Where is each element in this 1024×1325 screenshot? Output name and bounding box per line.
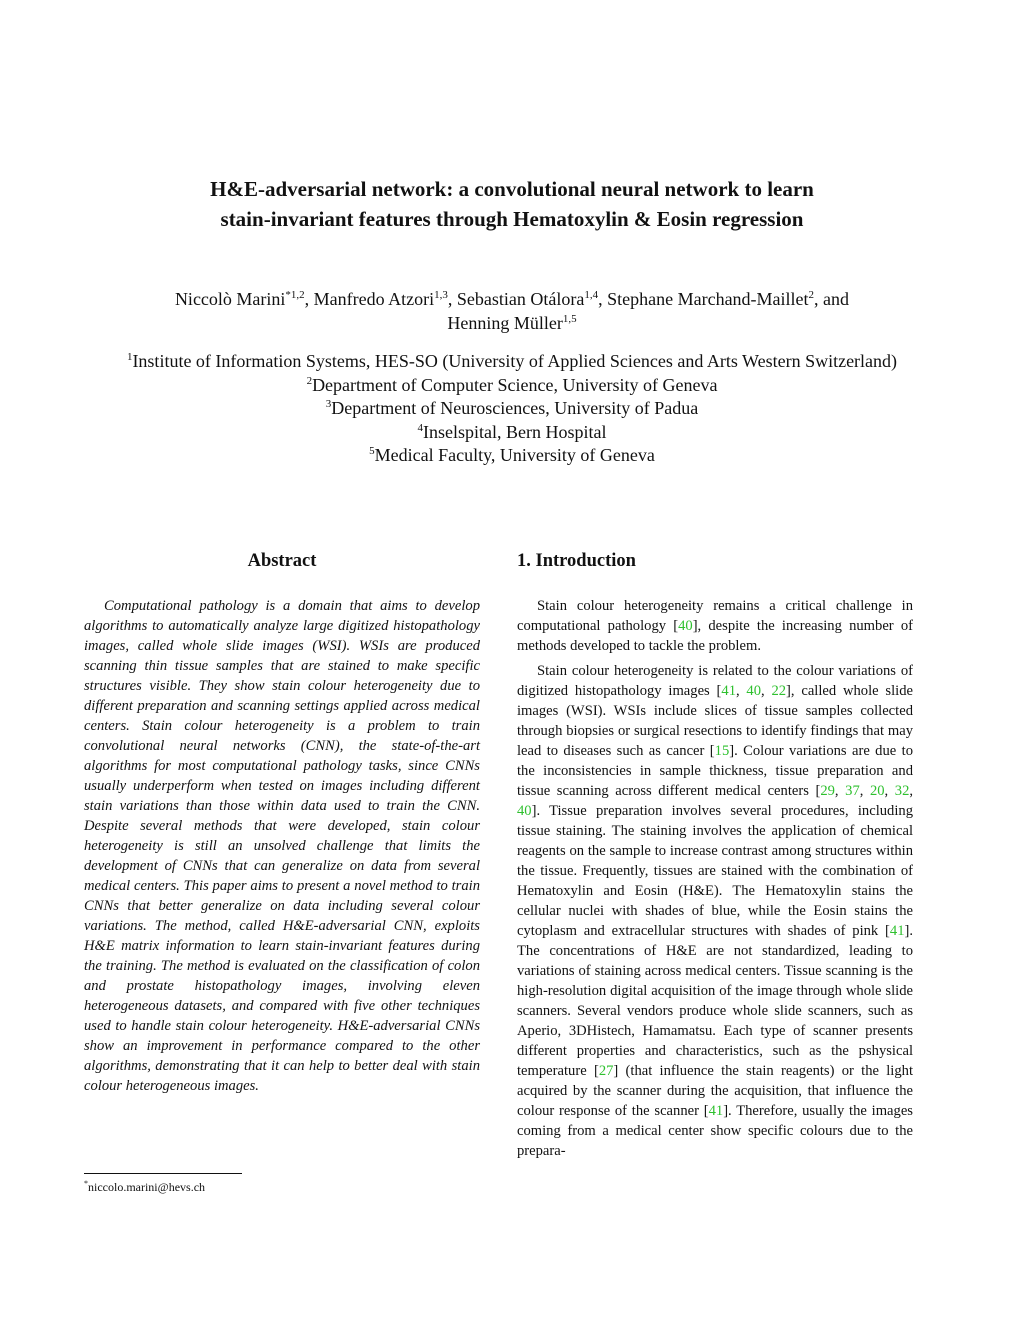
author-name: Sebastian Otálora [456, 289, 585, 309]
citation-link[interactable]: 32 [894, 783, 910, 799]
text-run: ], despite the increasing number of methods developed to tackle the problem. [517, 618, 914, 654]
text-run: ], called whole slide images (WSI). WSIs include slices of tissue samples collected through biopsies or surgical resections to identify findings that may lead to diseases such as cancer [ [517, 683, 913, 759]
affiliation-number: 4 [417, 421, 423, 434]
paper-title [100, 174, 924, 234]
author-affil-mark: 1,3 [434, 289, 448, 301]
author-list: Niccolò Marini$^{*1,2}$, Manfredo Atzori$^{1,3}$, Sebastian Otálora$^{1,4}$, Stephane Marchand-Maillet$^2$, and Henning Müller$^{1,5}$ [174, 289, 850, 333]
affiliation-number: 5 [369, 445, 375, 457]
affiliation-text: Institute of Information Systems, HES-SO (University of Applied Sciences and Arts Western Switzerland) [132, 351, 898, 371]
abstract-text: Computational pathology is a domain that aims to develop algorithms to automatically analyze large digitized histopathology images, called whole slide images (WSI). WSIs are produced scanning thin tissue samples that are stained to make specific structures visible. They show stain colour heterogeneity due to different preparation and scanning settings applied across medical centers. Stain colour heterogeneity is a problem to train convolutional neural networks (CNN), the state-of-the-art algorithms for most computational pathology tasks, since CNNs usually underperform when tested on images including different stain variations than those within data used to train the CNN. Despite several methods that were developed, stain colour heterogeneity is still an unsolved challenge that limits the development of CNNs that can generalize on data from several medical centers. This paper aims to present a novel method to train CNNs that better generalize on data including several colour variations. The method, called H&E-adversarial CNN, exploits H&E matrix information to learn stain-invariant features during the training. The method is evaluated on the classification of colon and prostate histopathology images, involving eleven heterogeneous datasets, and compared with five other techniques used to handle stain colour heterogeneity. H&E-adversarial CNNs show an improvement in performance compared to the other algorithms, demonstrating that it can help to better deal with stain colour heterogeneous images. [84, 598, 480, 1094]
footnote-mark: * [84, 1179, 88, 1188]
text-run: , [761, 683, 772, 699]
affiliation-text: Inselspital, Bern Hospital [423, 421, 607, 442]
affiliation-text: Medical Faculty, University of Geneva [374, 445, 655, 465]
text-run: , [735, 683, 747, 699]
intro-paragraph-2 [517, 661, 913, 1161]
abstract-heading: Abstract [247, 551, 317, 571]
text-run: , [859, 783, 870, 799]
author-name: Stephane Marchand-Maillet [607, 289, 809, 309]
author-affil-mark: 1,5 [562, 313, 577, 325]
citation-link[interactable]: 41 [721, 683, 736, 699]
affiliation-number: 1 [126, 351, 133, 363]
intro-paragraph-1 [517, 596, 913, 656]
affiliation-list [100, 350, 924, 468]
affiliation-number: 2 [306, 374, 313, 387]
text-run: ] (that influence the stain reagents) or the light acquired by the scanner during the acquisition, that influence the colour response of the scanner [ [517, 1063, 913, 1119]
footnote-divider [84, 1173, 242, 1174]
citation-link[interactable]: 29 [820, 783, 835, 799]
author-name: Manfredo Atzori [313, 289, 435, 309]
title-line-1: H&E-adversarial network: a convolutional neural network to learn [210, 177, 814, 201]
left-column [84, 549, 480, 1096]
affiliation [100, 397, 924, 421]
author-affil-mark: 2 [808, 289, 815, 301]
text-run: , [834, 783, 846, 799]
author-affil-mark: *1,2 [285, 289, 305, 301]
citation-link[interactable]: 37 [845, 783, 860, 799]
affiliation [100, 444, 924, 468]
citation-link[interactable]: 22 [771, 683, 787, 699]
text-run: , [884, 783, 895, 799]
citation-link[interactable]: 41 [889, 923, 905, 939]
citation-link[interactable]: 20 [869, 783, 885, 799]
text-run: ]. Tissue preparation involves several procedures, including tissue staining. The staining involves the application of chemical reagents on the sample to increase contrast among structures within the tissue. Frequently, tissues are stained with the combination of Hematoxylin and Eosin (H&E). The Hematoxylin stains the cellular nuclei with shades of blue, while the Eosin stains the cytoplasm and extracellular structures with shades of pink [ [517, 803, 913, 939]
introduction-heading: 1. Introduction [517, 551, 636, 571]
citation-link[interactable]: 40 [746, 683, 762, 699]
affiliation-text: Department of Computer Science, University of Geneva [312, 374, 718, 395]
text-run: ]. The concentrations of H&E are not standardized, leading to variations of staining across medical centers. Tissue scanning is the high-resolution digital acquisition of the image through whole slide scanners. Several vendors produce whole slide scanners, such as Aperio, 3DHistech, Hamamatsu. Each type of scanner presents different properties and characteristics, such as the pshysical temperature [ [517, 923, 913, 1079]
citation-link[interactable]: 27 [598, 1063, 614, 1079]
text-run: Stain colour heterogeneity is related to the colour variations of digitized histopathology images [ [517, 663, 913, 699]
text-run: ]. Therefore, usually the images coming from a medical center show specific colours due to the prepara- [517, 1103, 913, 1159]
right-column [517, 549, 913, 1166]
footnote [84, 1180, 205, 1194]
citation-link[interactable]: 40 [678, 618, 693, 634]
text-run: Stain colour heterogeneity remains a critical challenge in computational pathology [ [517, 598, 913, 634]
affiliation-text: Department of Neurosciences, University of Padua [331, 398, 699, 418]
author-conjunction: and [823, 289, 850, 309]
affiliation-number: 3 [325, 398, 332, 410]
affiliation [100, 421, 924, 445]
citation-link[interactable]: 15 [714, 743, 730, 759]
affiliation [100, 350, 924, 374]
author-affil-mark: 1,4 [584, 289, 599, 301]
author-name: Henning Müller [447, 313, 563, 333]
footnote-email: niccolo.marini@hevs.ch [88, 1180, 206, 1194]
author-name: Niccolò Marini [174, 289, 286, 309]
text-run: , [909, 783, 914, 799]
text-run: ]. Colour variations are due to the inconsistencies in sample thickness, tissue preparation and tissue scanning across different medical centers [ [517, 743, 913, 799]
citation-link[interactable]: 40 [517, 803, 532, 819]
citation-link[interactable]: 41 [708, 1103, 724, 1119]
affiliation [100, 374, 924, 398]
title-line-2: stain-invariant features through Hematoxylin & Eosin regression [220, 207, 804, 231]
